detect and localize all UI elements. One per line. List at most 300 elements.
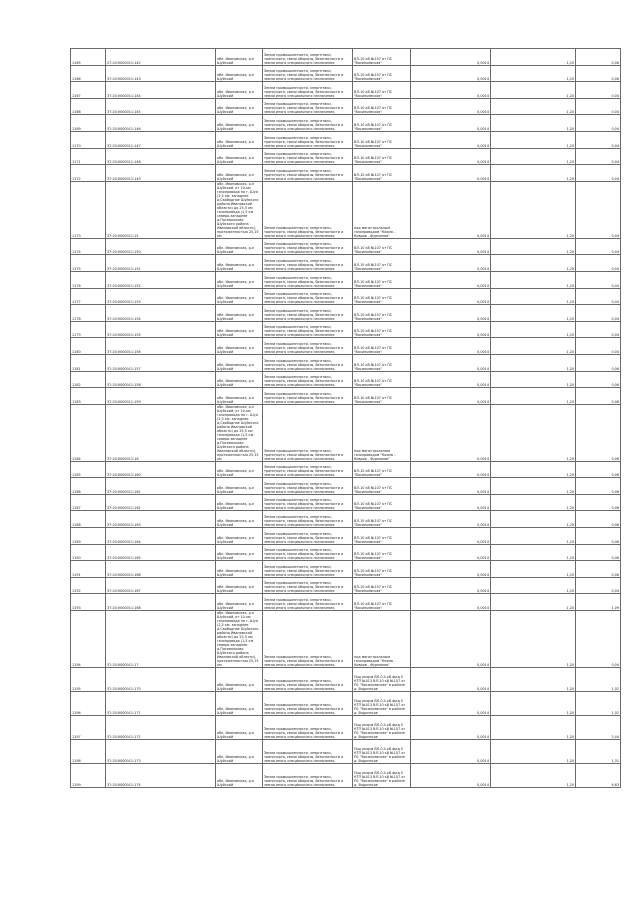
value-3-cell: 0,04 bbox=[576, 338, 621, 355]
value-1-cell: 0,0014 bbox=[411, 305, 491, 322]
table-row bbox=[71, 611, 621, 668]
land-category-cell: Земли промышленности, энергетики, транспорта, связи обороны, безопасности и земли иного специального назначения bbox=[263, 764, 353, 788]
value-2-cell: 1,20 bbox=[491, 354, 576, 371]
permitted-use-cell: ВЛ-10 кВ №107 от ПС "Васильевская" bbox=[353, 577, 411, 594]
row-id-cell: 1171 bbox=[71, 148, 106, 165]
value-2-cell: 1,20 bbox=[491, 594, 576, 611]
land-category-cell: Земли промышленности, энергетики, транспорта, связи обороны, безопасности и земли иного специального назначения bbox=[263, 115, 353, 132]
value-3-cell: 4,63 bbox=[576, 764, 621, 788]
land-category-cell: Земли промышленности, энергетики, транспорта, связи обороны, безопасности и земли иного специального назначения bbox=[263, 388, 353, 405]
land-category-cell: Земли промышленности, энергетики, транспорта, связи обороны, безопасности и земли иного специального назначения bbox=[263, 692, 353, 716]
table-row bbox=[71, 82, 621, 99]
value-3-cell: 1,02 bbox=[576, 692, 621, 716]
value-2-cell: 1,20 bbox=[491, 740, 576, 764]
permitted-use-cell: ВЛ-10 кВ №107 от ПС "Васильевская" bbox=[353, 371, 411, 388]
row-id-cell: 1187 bbox=[71, 494, 106, 511]
address-cell: обл. Ивановская, р-н Шуйский bbox=[216, 478, 263, 495]
row-id-cell: 1198 bbox=[71, 740, 106, 764]
land-category-cell: Земли промышленности, энергетики, транспорта, связи обороны, безопасности и земли иного специального назначения bbox=[263, 288, 353, 305]
land-category-cell: Земли промышленности, энергетики, транспорта, связи обороны, безопасности и земли иного специального назначения bbox=[263, 238, 353, 255]
value-3-cell: 0,06 bbox=[576, 478, 621, 495]
address-cell: обл. Ивановская, р-н Шуйский bbox=[216, 49, 263, 66]
value-2-cell: 1,20 bbox=[491, 181, 576, 238]
permitted-use-cell: ВЛ-10 кВ №107 от ПС "Васильевская" bbox=[353, 65, 411, 82]
address-cell: обл. Ивановская, р-н Шуйский bbox=[216, 238, 263, 255]
table-row bbox=[71, 255, 621, 272]
land-category-cell: Земли промышленности, энергетики, транспорта, связи обороны, безопасности и земли иного специального назначения bbox=[263, 165, 353, 182]
value-3-cell: 0,04 bbox=[576, 82, 621, 99]
value-3-cell: 0,04 bbox=[576, 131, 621, 148]
row-id-cell: 1169 bbox=[71, 115, 106, 132]
row-id-cell: 1168 bbox=[71, 98, 106, 115]
permitted-use-cell: ВЛ-10 кВ №107 от ПС "Васильевская" bbox=[353, 165, 411, 182]
value-3-cell: 2,44 bbox=[576, 716, 621, 740]
cadastral-number-cell: 37:20:0000011:151 bbox=[106, 255, 216, 272]
cadastral-number-cell: 37:20:0000011:159 bbox=[106, 388, 216, 405]
value-2-cell: 1,20 bbox=[491, 461, 576, 478]
permitted-use-cell: ВЛ-10 кВ №107 от ПС "Васильевская" bbox=[353, 49, 411, 66]
cadastral-number-cell: 37:20:0000011:143 bbox=[106, 65, 216, 82]
permitted-use-cell: ВЛ-10 кВ №107 от ПС "Васильевская" bbox=[353, 82, 411, 99]
permitted-use-cell: Под опоры ВЛ-0,4 кВ фид.5 КТП №413 ВЛ-10 кВ №107 от ПС "Васильевская" в районе д. Водинское bbox=[353, 668, 411, 692]
value-1-cell: 0,0014 bbox=[411, 716, 491, 740]
value-1-cell: 0,0014 bbox=[411, 115, 491, 132]
value-3-cell: 0,06 bbox=[576, 404, 621, 461]
table-body bbox=[71, 49, 621, 788]
value-1-cell: 0,0014 bbox=[411, 692, 491, 716]
value-2-cell: 1,20 bbox=[491, 544, 576, 561]
table-row bbox=[71, 238, 621, 255]
land-category-cell: Земли промышленности, энергетики, транспорта, связи обороны, безопасности и земли иного специального назначения bbox=[263, 740, 353, 764]
land-category-cell: Земли промышленности, энергетики, транспорта, связи обороны, безопасности и земли иного специального назначения bbox=[263, 271, 353, 288]
row-id-cell: 1184 bbox=[71, 404, 106, 461]
cadastral-number-cell: 37:20:0000011:150 bbox=[106, 238, 216, 255]
land-category-cell: Земли промышленности, энергетики, транспорта, связи обороны, безопасности и земли иного специального назначения bbox=[263, 611, 353, 668]
address-cell: обл. Ивановская, р-н Шуйский bbox=[216, 288, 263, 305]
value-1-cell: 0,0014 bbox=[411, 181, 491, 238]
permitted-use-cell: Под опоры ВЛ-0,4 кВ фид.5 КТП №413 ВЛ-10 кВ №107 от ПС "Васильевская" в районе д. Водинское bbox=[353, 716, 411, 740]
table-row bbox=[71, 692, 621, 716]
land-category-cell: Земли промышленности, энергетики, транспорта, связи обороны, безопасности и земли иного специального назначения bbox=[263, 544, 353, 561]
value-1-cell: 0,0014 bbox=[411, 611, 491, 668]
value-2-cell: 1,20 bbox=[491, 388, 576, 405]
value-2-cell: 1,20 bbox=[491, 49, 576, 66]
address-cell: обл. Ивановская, р-н Шуйский, от 10-км газопровода на г. Шуя (2,5 км. западнее д.Свободное Шуйского района Ивановской области) до 25,5 км газопровода (1,5 км северо-западнее д.Посеволково Шуйского района Ивановской области), протяженностью 25,15 км bbox=[216, 611, 263, 668]
value-3-cell: 0,06 bbox=[576, 354, 621, 371]
permitted-use-cell: ВЛ-10 кВ №107 от ПС "Васильевская" bbox=[353, 544, 411, 561]
row-id-cell: 1174 bbox=[71, 238, 106, 255]
table-row bbox=[71, 371, 621, 388]
value-3-cell: 0,06 bbox=[576, 511, 621, 528]
value-2-cell: 1,20 bbox=[491, 478, 576, 495]
value-1-cell: 0,0014 bbox=[411, 461, 491, 478]
table-row bbox=[71, 338, 621, 355]
permitted-use-cell: ВЛ-10 кВ №107 от ПС "Васильевская" bbox=[353, 338, 411, 355]
cadastral-number-cell: 37:20:0000011:146 bbox=[106, 115, 216, 132]
value-3-cell: 0,04 bbox=[576, 98, 621, 115]
address-cell: обл. Ивановская, р-н Шуйский bbox=[216, 321, 263, 338]
value-1-cell: 0,0014 bbox=[411, 740, 491, 764]
value-3-cell: 1,02 bbox=[576, 668, 621, 692]
row-id-cell: 1188 bbox=[71, 511, 106, 528]
cadastral-number-cell: 37:20:0000011:16 bbox=[106, 404, 216, 461]
table-row bbox=[71, 388, 621, 405]
value-2-cell: 1,20 bbox=[491, 131, 576, 148]
value-1-cell: 0,0014 bbox=[411, 338, 491, 355]
value-2-cell: 1,20 bbox=[491, 288, 576, 305]
value-1-cell: 0,0014 bbox=[411, 528, 491, 545]
permitted-use-cell: под магистральным газопроводом "Кохма - Ковров - Фурманов" bbox=[353, 181, 411, 238]
table-row bbox=[71, 561, 621, 578]
cadastral-number-cell: 37:20:0000011:163 bbox=[106, 511, 216, 528]
cadastral-number-cell: 37:20:0000011:172 bbox=[106, 716, 216, 740]
value-1-cell: 0,0014 bbox=[411, 98, 491, 115]
value-3-cell: 0,04 bbox=[576, 321, 621, 338]
cadastral-table bbox=[70, 48, 621, 788]
table-row bbox=[71, 594, 621, 611]
permitted-use-cell: ВЛ-10 кВ №107 от ПС "Васильевская" bbox=[353, 148, 411, 165]
value-2-cell: 1,20 bbox=[491, 271, 576, 288]
land-category-cell: Земли промышленности, энергетики, транспорта, связи обороны, безопасности и земли иного специального назначения bbox=[263, 148, 353, 165]
table-row bbox=[71, 511, 621, 528]
row-id-cell: 1179 bbox=[71, 321, 106, 338]
permitted-use-cell: Под опоры ВЛ-0,4 кВ фид.5 КТП №413 ВЛ-10 кВ №107 от ПС "Васильевская" в районе д. Водинское bbox=[353, 764, 411, 788]
permitted-use-cell: ВЛ-10 кВ №107 от ПС "Васильевская" bbox=[353, 271, 411, 288]
cadastral-number-cell: 37:20:0000011:170 bbox=[106, 668, 216, 692]
table-row bbox=[71, 577, 621, 594]
cadastral-number-cell: 37:20:0000011:173 bbox=[106, 740, 216, 764]
address-cell: обл. Ивановская, р-н Шуйский bbox=[216, 131, 263, 148]
table-row bbox=[71, 764, 621, 788]
permitted-use-cell: ВЛ-10 кВ №107 от ПС "Васильевская" bbox=[353, 354, 411, 371]
table-row bbox=[71, 478, 621, 495]
row-id-cell: 1185 bbox=[71, 461, 106, 478]
value-3-cell: 0,06 bbox=[576, 65, 621, 82]
land-category-cell: Земли промышленности, энергетики, транспорта, связи обороны, безопасности и земли иного специального назначения bbox=[263, 577, 353, 594]
row-id-cell: 1176 bbox=[71, 271, 106, 288]
address-cell: обл. Ивановская, р-н Шуйский bbox=[216, 764, 263, 788]
value-1-cell: 0,0014 bbox=[411, 388, 491, 405]
land-category-cell: Земли промышленности, энергетики, транспорта, связи обороны, безопасности и земли иного специального назначения bbox=[263, 561, 353, 578]
address-cell: обл. Ивановская, р-н Шуйский bbox=[216, 594, 263, 611]
address-cell: обл. Ивановская, р-н Шуйский bbox=[216, 511, 263, 528]
address-cell: обл. Ивановская, р-н Шуйский bbox=[216, 388, 263, 405]
value-1-cell: 0,0014 bbox=[411, 544, 491, 561]
value-3-cell: 0,04 bbox=[576, 181, 621, 238]
row-id-cell: 1189 bbox=[71, 528, 106, 545]
row-id-cell: 1197 bbox=[71, 716, 106, 740]
cadastral-number-cell: 37:20:0000011:157 bbox=[106, 354, 216, 371]
value-1-cell: 0,0014 bbox=[411, 594, 491, 611]
cadastral-number-cell: 37:20:0000011:148 bbox=[106, 148, 216, 165]
value-2-cell: 1,20 bbox=[491, 165, 576, 182]
value-1-cell: 0,0014 bbox=[411, 321, 491, 338]
permitted-use-cell: ВЛ-10 кВ №107 от ПС "Васильевская" bbox=[353, 594, 411, 611]
value-3-cell: 0,04 bbox=[576, 611, 621, 668]
address-cell: обл. Ивановская, р-н Шуйский bbox=[216, 65, 263, 82]
land-category-cell: Земли промышленности, энергетики, транспорта, связи обороны, безопасности и земли иного специального назначения bbox=[263, 668, 353, 692]
value-3-cell: 0,06 bbox=[576, 494, 621, 511]
value-2-cell: 1,20 bbox=[491, 115, 576, 132]
table-row bbox=[71, 544, 621, 561]
address-cell: обл. Ивановская, р-н Шуйский bbox=[216, 461, 263, 478]
address-cell: обл. Ивановская, р-н Шуйский bbox=[216, 82, 263, 99]
cadastral-number-cell: 37:20:0000011:154 bbox=[106, 305, 216, 322]
value-1-cell: 0,0014 bbox=[411, 238, 491, 255]
cadastral-number-cell: 37:20:0000011:144 bbox=[106, 82, 216, 99]
permitted-use-cell: ВЛ-10 кВ №107 от ПС "Васильевская" bbox=[353, 461, 411, 478]
value-2-cell: 1,20 bbox=[491, 305, 576, 322]
row-id-cell: 1196 bbox=[71, 692, 106, 716]
value-2-cell: 1,20 bbox=[491, 321, 576, 338]
land-category-cell: Земли промышленности, энергетики, транспорта, связи обороны, безопасности и земли иного специального назначения bbox=[263, 594, 353, 611]
table-row bbox=[71, 321, 621, 338]
address-cell: обл. Ивановская, р-н Шуйский, от 10-км газопровода на г. Шуя (2,5 км. западнее д.Свободное Шуйского района Ивановской области) до 25,5 км газопровода (1,5 км северо-западнее д.Посеволково Шуйского района Ивановской области), протяженностью 25,15 км bbox=[216, 404, 263, 461]
land-category-cell: Земли промышленности, энергетики, транспорта, связи обороны, безопасности и земли иного специального назначения bbox=[263, 404, 353, 461]
value-1-cell: 0,0014 bbox=[411, 131, 491, 148]
address-cell: обл. Ивановская, р-н Шуйский bbox=[216, 165, 263, 182]
cadastral-number-cell: 37:20:0000011:167 bbox=[106, 577, 216, 594]
land-category-cell: Земли промышленности, энергетики, транспорта, связи обороны, безопасности и земли иного специального назначения bbox=[263, 528, 353, 545]
value-3-cell: 0,04 bbox=[576, 165, 621, 182]
address-cell: обл. Ивановская, р-н Шуйский bbox=[216, 740, 263, 764]
cadastral-number-cell: 37:20:0000011:155 bbox=[106, 321, 216, 338]
address-cell: обл. Ивановская, р-н Шуйский bbox=[216, 561, 263, 578]
land-category-cell: Земли промышленности, энергетики, транспорта, связи обороны, безопасности и земли иного специального назначения bbox=[263, 716, 353, 740]
value-1-cell: 0,0014 bbox=[411, 271, 491, 288]
table-row bbox=[71, 165, 621, 182]
permitted-use-cell: ВЛ-10 кВ №107 от ПС "Васильевская" bbox=[353, 255, 411, 272]
row-id-cell: 1194 bbox=[71, 611, 106, 668]
row-id-cell: 1192 bbox=[71, 577, 106, 594]
table-row bbox=[71, 148, 621, 165]
cadastral-number-cell: 37:20:0000011:166 bbox=[106, 561, 216, 578]
value-3-cell: 0,04 bbox=[576, 148, 621, 165]
table-row bbox=[71, 354, 621, 371]
land-category-cell: Земли промышленности, энергетики, транспорта, связи обороны, безопасности и земли иного специального назначения bbox=[263, 82, 353, 99]
value-3-cell: 0,04 bbox=[576, 255, 621, 272]
land-category-cell: Земли промышленности, энергетики, транспорта, связи обороны, безопасности и земли иного специального назначения bbox=[263, 98, 353, 115]
row-id-cell: 1199 bbox=[71, 764, 106, 788]
permitted-use-cell: ВЛ-10 кВ №107 от ПС "Васильевская" bbox=[353, 131, 411, 148]
permitted-use-cell: ВЛ-10 кВ №107 от ПС "Васильевская" bbox=[353, 238, 411, 255]
land-category-cell: Земли промышленности, энергетики, транспорта, связи обороны, безопасности и земли иного специального назначения bbox=[263, 494, 353, 511]
table-row bbox=[71, 98, 621, 115]
cadastral-number-cell: 27:20:0000011:142 bbox=[106, 49, 216, 66]
value-2-cell: 1,20 bbox=[491, 404, 576, 461]
value-3-cell: 1,31 bbox=[576, 740, 621, 764]
land-category-cell: Земли промышленности, энергетики, транспорта, связи обороны, безопасности и земли иного специального назначения bbox=[263, 354, 353, 371]
row-id-cell: 1178 bbox=[71, 305, 106, 322]
value-2-cell: 1,20 bbox=[491, 338, 576, 355]
cadastral-number-cell: 37:20:0000011:145 bbox=[106, 98, 216, 115]
value-2-cell: 1,20 bbox=[491, 577, 576, 594]
land-category-cell: Земли промышленности, энергетики, транспорта, связи обороны, безопасности и земли иного специального назначения bbox=[263, 255, 353, 272]
address-cell: обл. Ивановская, р-н Шуйский bbox=[216, 544, 263, 561]
value-1-cell: 0,0014 bbox=[411, 577, 491, 594]
table-row bbox=[71, 404, 621, 461]
address-cell: обл. Ивановская, р-н Шуйский bbox=[216, 98, 263, 115]
permitted-use-cell: ВЛ-10 кВ №107 от ПС "Васильевская" bbox=[353, 511, 411, 528]
value-1-cell: 0,0014 bbox=[411, 82, 491, 99]
address-cell: обл. Ивановская, р-н Шуйский bbox=[216, 668, 263, 692]
cadastral-number-cell: 37:20:0000011:153 bbox=[106, 288, 216, 305]
permitted-use-cell: ВЛ-10 кВ №107 от ПС "Васильевская" bbox=[353, 305, 411, 322]
value-3-cell: 0,06 bbox=[576, 49, 621, 66]
row-id-cell: 1181 bbox=[71, 354, 106, 371]
address-cell: обл. Ивановская, р-н Шуйский bbox=[216, 148, 263, 165]
value-1-cell: 0,0014 bbox=[411, 668, 491, 692]
address-cell: обл. Ивановская, р-н Шуйский bbox=[216, 692, 263, 716]
value-2-cell: 1,20 bbox=[491, 561, 576, 578]
row-id-cell: 1177 bbox=[71, 288, 106, 305]
table-row bbox=[71, 668, 621, 692]
cadastral-number-cell: 37:20:0000011:171 bbox=[106, 692, 216, 716]
land-category-cell: Земли промышленности, энергетики, транспорта, связи обороны, безопасности и земли иного специального назначения bbox=[263, 371, 353, 388]
value-1-cell: 0,0014 bbox=[411, 494, 491, 511]
address-cell: обл. Ивановская, р-н Шуйский, от 10-км газопровода на г. Шуя (2,5 км. западнее д.Свободное Шуйского района Ивановской области) до 25,5 км газопровода (1,5 км северо-западнее д.Посеволково Шуйского района Ивановской области), протяженностью 25,15 км bbox=[216, 181, 263, 238]
row-id-cell: 1172 bbox=[71, 165, 106, 182]
row-id-cell: 1191 bbox=[71, 561, 106, 578]
value-3-cell: 0,06 bbox=[576, 388, 621, 405]
table-row bbox=[71, 49, 621, 66]
cadastral-number-cell: 37:20:0000011:168 bbox=[106, 594, 216, 611]
table-row bbox=[71, 271, 621, 288]
permitted-use-cell: ВЛ-10 кВ №107 от ПС "Васильевская" bbox=[353, 288, 411, 305]
land-category-cell: Земли промышленности, энергетики, транспорта, связи обороны, безопасности и земли иного специального назначения bbox=[263, 338, 353, 355]
value-3-cell: 0,06 bbox=[576, 371, 621, 388]
row-id-cell: 1180 bbox=[71, 338, 106, 355]
land-category-cell: Земли промышленности, энергетики, транспорта, связи обороны, безопасности и земли иного специального назначения bbox=[263, 131, 353, 148]
value-1-cell: 0,0014 bbox=[411, 148, 491, 165]
value-2-cell: 1,20 bbox=[491, 668, 576, 692]
row-id-cell: 1167 bbox=[71, 82, 106, 99]
permitted-use-cell: под магистральным газопроводом "Кохма - Ковров - Фурманов" bbox=[353, 404, 411, 461]
cadastral-number-cell: 37:20:0000011:164 bbox=[106, 528, 216, 545]
value-2-cell: 1,20 bbox=[491, 692, 576, 716]
value-1-cell: 0,0014 bbox=[411, 764, 491, 788]
permitted-use-cell: ВЛ-10 кВ №107 от ПС "Васильевская" bbox=[353, 388, 411, 405]
cadastral-number-cell: 37:20:0000011:160 bbox=[106, 461, 216, 478]
table-row bbox=[71, 288, 621, 305]
cadastral-number-cell: 37:20:0000011:15 bbox=[106, 181, 216, 238]
row-id-cell: 1175 bbox=[71, 255, 106, 272]
cadastral-number-cell: 37:20:0000011:156 bbox=[106, 338, 216, 355]
value-1-cell: 0,0014 bbox=[411, 511, 491, 528]
table-row bbox=[71, 115, 621, 132]
value-1-cell: 0,0014 bbox=[411, 478, 491, 495]
address-cell: обл. Ивановская, р-н Шуйский bbox=[216, 271, 263, 288]
table-row bbox=[71, 528, 621, 545]
value-2-cell: 1,20 bbox=[491, 611, 576, 668]
table-row bbox=[71, 716, 621, 740]
value-2-cell: 1,20 bbox=[491, 716, 576, 740]
permitted-use-cell: ВЛ-10 кВ №107 от ПС "Васильевская" bbox=[353, 98, 411, 115]
land-category-cell: Земли промышленности, энергетики, транспорта, связи обороны, безопасности и земли иного специального назначения bbox=[263, 181, 353, 238]
value-1-cell: 0,0014 bbox=[411, 371, 491, 388]
value-2-cell: 1,20 bbox=[491, 764, 576, 788]
row-id-cell: 1170 bbox=[71, 131, 106, 148]
address-cell: обл. Ивановская, р-н Шуйский bbox=[216, 577, 263, 594]
address-cell: обл. Ивановская, р-н Шуйский bbox=[216, 255, 263, 272]
value-2-cell: 1,20 bbox=[491, 371, 576, 388]
permitted-use-cell: Под опоры ВЛ-0,4 кВ фид.5 КТП №413 ВЛ-10 кВ №107 от ПС "Васильевская" в районе д. Водинское bbox=[353, 740, 411, 764]
value-2-cell: 1,20 bbox=[491, 82, 576, 99]
cadastral-number-cell: 37:20:0000011:174 bbox=[106, 764, 216, 788]
value-1-cell: 0,0014 bbox=[411, 255, 491, 272]
value-1-cell: 0,0014 bbox=[411, 49, 491, 66]
value-1-cell: 0,0014 bbox=[411, 561, 491, 578]
value-3-cell: 0,04 bbox=[576, 238, 621, 255]
value-2-cell: 1,20 bbox=[491, 494, 576, 511]
address-cell: обл. Ивановская, р-н Шуйский bbox=[216, 305, 263, 322]
table-row bbox=[71, 65, 621, 82]
row-id-cell: 1183 bbox=[71, 388, 106, 405]
permitted-use-cell: ВЛ-10 кВ №107 от ПС "Васильевская" bbox=[353, 321, 411, 338]
value-3-cell: 0,04 bbox=[576, 115, 621, 132]
cadastral-number-cell: 37:20:0000011:152 bbox=[106, 271, 216, 288]
address-cell: обл. Ивановская, р-н Шуйский bbox=[216, 528, 263, 545]
land-category-cell: Земли промышленности, энергетики, транспорта, связи обороны, безопасности и земли иного специального назначения bbox=[263, 305, 353, 322]
value-3-cell: 0,04 bbox=[576, 577, 621, 594]
table-row bbox=[71, 305, 621, 322]
address-cell: обл. Ивановская, р-н Шуйский bbox=[216, 338, 263, 355]
value-1-cell: 0,0014 bbox=[411, 65, 491, 82]
permitted-use-cell: ВЛ-10 кВ №107 от ПС "Васильевская" bbox=[353, 528, 411, 545]
value-3-cell: 0,04 bbox=[576, 288, 621, 305]
value-3-cell: 0,04 bbox=[576, 305, 621, 322]
table-row bbox=[71, 494, 621, 511]
value-2-cell: 1,20 bbox=[491, 148, 576, 165]
permitted-use-cell: ВЛ-10 кВ №107 от ПС "Васильевская" bbox=[353, 478, 411, 495]
cadastral-number-cell: 37:20:0000011:162 bbox=[106, 494, 216, 511]
table-row bbox=[71, 181, 621, 238]
value-2-cell: 1,20 bbox=[491, 255, 576, 272]
permitted-use-cell: ВЛ-10 кВ №107 от ПС "Васильевская" bbox=[353, 561, 411, 578]
permitted-use-cell: ВЛ-10 кВ №107 от ПС "Васильевская" bbox=[353, 115, 411, 132]
value-1-cell: 0,0014 bbox=[411, 165, 491, 182]
table-row bbox=[71, 131, 621, 148]
value-2-cell: 1,20 bbox=[491, 511, 576, 528]
row-id-cell: 1186 bbox=[71, 478, 106, 495]
value-1-cell: 0,0014 bbox=[411, 354, 491, 371]
value-3-cell: 0,06 bbox=[576, 461, 621, 478]
value-1-cell: 0,0014 bbox=[411, 288, 491, 305]
row-id-cell: 1182 bbox=[71, 371, 106, 388]
address-cell: обл. Ивановская, р-н Шуйский bbox=[216, 371, 263, 388]
row-id-cell: 1166 bbox=[71, 65, 106, 82]
permitted-use-cell: под магистральным газопроводом "Кохма - Ковров - Фурманов" bbox=[353, 611, 411, 668]
land-category-cell: Земли промышленности, энергетики, транспорта, связи обороны, безопасности и земли иного специального назначения bbox=[263, 321, 353, 338]
row-id-cell: 1173 bbox=[71, 181, 106, 238]
address-cell: обл. Ивановская, р-н Шуйский bbox=[216, 494, 263, 511]
value-2-cell: 1,20 bbox=[491, 98, 576, 115]
address-cell: обл. Ивановская, р-н Шуйский bbox=[216, 115, 263, 132]
land-category-cell: Земли промышленности, энергетики, транспорта, связи обороны, безопасности и земли иного специального назначения bbox=[263, 478, 353, 495]
row-id-cell: 1195 bbox=[71, 668, 106, 692]
land-category-cell: Земли промышленности, энергетики, транспорта, связи обороны, безопасности и земли иного специального назначения bbox=[263, 65, 353, 82]
address-cell: обл. Ивановская, р-н Шуйский bbox=[216, 716, 263, 740]
cadastral-number-cell: 37:20:0000011:147 bbox=[106, 131, 216, 148]
land-category-cell: Земли промышленности, энергетики, транспорта, связи обороны, безопасности и земли иного специального назначения bbox=[263, 511, 353, 528]
address-cell: обл. Ивановская, р-н Шуйский bbox=[216, 354, 263, 371]
land-category-cell: Земли промышленности, энергетики, транспорта, связи обороны, безопасности и земли иного специального назначения bbox=[263, 49, 353, 66]
cadastral-number-cell: 37:20:0000011:165 bbox=[106, 544, 216, 561]
table-row bbox=[71, 461, 621, 478]
cadastral-number-cell: 37:20:0000011:158 bbox=[106, 371, 216, 388]
value-2-cell: 1,20 bbox=[491, 65, 576, 82]
permitted-use-cell: Под опоры ВЛ-0,4 кВ фид.5 КТП №413 ВЛ-10 кВ №107 от ПС "Васильевская" в районе д. Водинское bbox=[353, 692, 411, 716]
